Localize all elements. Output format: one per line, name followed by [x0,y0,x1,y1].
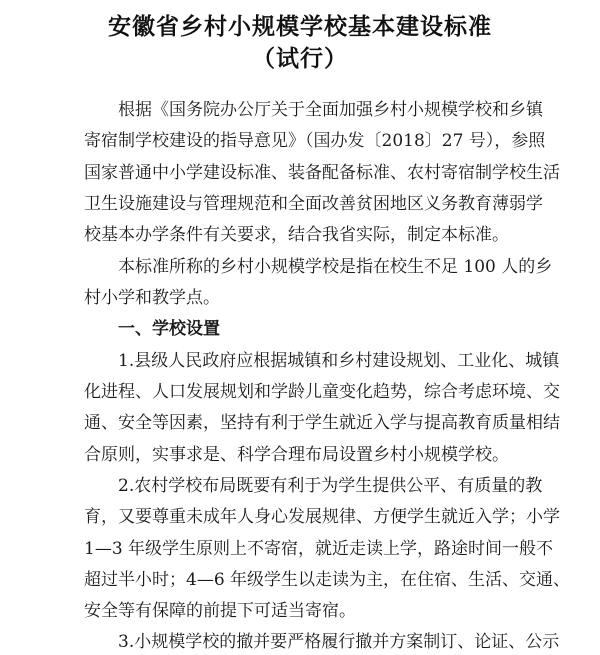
item3-line: 3.小规模学校的撤并要严格履行撤并方案制订、论证、公示 [118,632,560,652]
definition-line: 本标准所称的乡村小规模学校是指在校生不足 100 人的乡 [118,257,553,277]
intro-line: 寄宿制学校建设的指导意见》（国办发〔2018〕27 号），参照 [84,131,546,151]
intro-line: 卫生设施建设与管理规范和全面改善贫困地区义务教育薄弱学 [84,194,543,214]
document-title: 安徽省乡村小规模学校基本建设标准 [108,14,492,40]
item1-line: 化进程、人口发展规划和学龄儿童变化趋势，综合考虑环境、交 [84,382,560,402]
item2-line: 育，又要尊重未成年人身心发展规律、方便学生就近入学；小学 [84,507,560,527]
section-heading: 一、学校设置 [118,319,220,339]
item1-line: 通、安全等因素，坚持有利于学生就近入学与提高教育质量相结 [84,413,560,433]
item1-line: 合原则，实事求是、科学合理布局设置乡村小规模学校。 [84,445,509,465]
intro-line: 国家普通中小学建设标准、装备配备标准、农村寄宿制学校生活 [84,163,560,183]
item2-line: 安全等有保障的前提下可适当寄宿。 [84,601,356,621]
item2-line: 2.农村学校布局既要有利于为学生提供公平、有质量的教 [118,476,543,496]
item1-line: 1.县级人民政府应根据城镇和乡村建设规划、工业化、城镇 [118,351,560,371]
definition-line: 村小学和教学点。 [84,288,220,308]
intro-line: 校基本办学条件有关要求，结合我省实际，制定本标准。 [84,225,509,245]
item2-line: 超过半小时；4—6 年级学生以走读为主，在住宿、生活、交通、 [84,570,571,590]
document-subtitle: （试行） [252,46,348,72]
intro-line: 根据《国务院办公厅关于全面加强乡村小规模学校和乡镇 [118,100,543,120]
item2-line: 1—3 年级学生原则上不寄宿，就近走读上学，路途时间一般不 [84,539,554,559]
